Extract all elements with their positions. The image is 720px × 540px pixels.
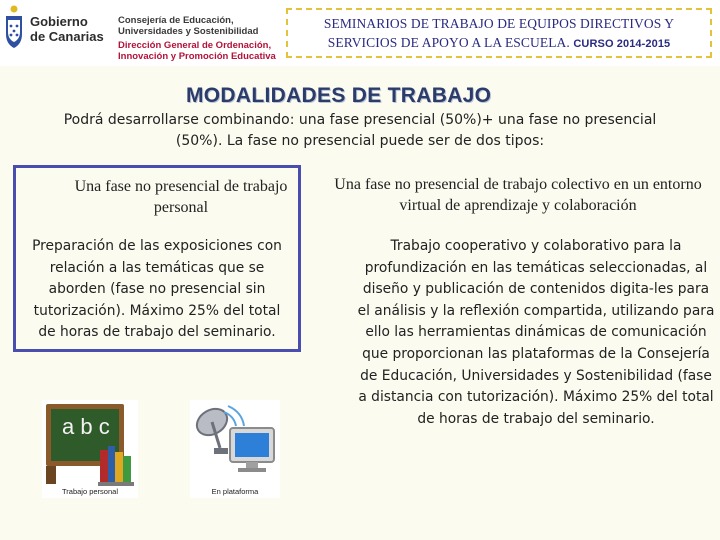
dept-line2: Universidades y Sostenibilidad (118, 25, 259, 37)
org-name-line1: Gobierno (30, 14, 88, 29)
department-name (118, 16, 258, 37)
platform-caption: En plataforma (211, 487, 259, 496)
collective-work-heading: Una fase no presencial de trabajo colectivo en un entorno virtual de aprendizaje y colaboración (334, 176, 702, 214)
personal-work-heading: Una fase no presencial de trabajo personal (74, 178, 288, 216)
seminar-line2: SERVICIOS DE APOYO A LA ESCUELA. (327, 35, 570, 50)
seminar-course: CURSO 2014-2015 (573, 38, 671, 50)
seminar-line1: SEMINARIOS DE TRABAJO DE EQUIPOS DIRECTIVOS Y (323, 16, 675, 31)
personal-work-image (42, 400, 138, 498)
directorate-name (118, 41, 276, 62)
dept-line4: Innovación y Promoción Educativa (118, 50, 276, 62)
dept-line1: Consejería de Educación, (118, 15, 234, 26)
page-title: MODALIDADES DE TRABAJO (186, 84, 492, 107)
gobierno-canarias-logo (2, 2, 108, 60)
personal-work-body: Preparación de las exposiciones con relación a las temáticas que se aborden (fase no presencial sin tutorización). Máximo 25% del total de horas de trabajo del seminario. (32, 238, 282, 340)
platform-image (190, 400, 280, 498)
personal-work-box (13, 165, 301, 352)
seminar-line2-wrap (288, 33, 710, 54)
page-header (0, 0, 720, 66)
intro-text (30, 110, 690, 152)
dept-line3: Dirección General de Ordenación, (118, 40, 272, 51)
chalkboard-books-icon (42, 400, 138, 488)
collective-work-body: Trabajo cooperativo y colaborativo para la profundización en las temáticas seleccionadas, al diseño y publicación de contenidos digita-les para el análisis y la reflexión compartida, utilizando para ello las herramientas dinámicas de comunicación que proporcionan las plataformas de la Consejería de Educación, Universidades y Sostenibilidad (fase a distancia con tutorización). Máximo 25% del total de horas de trabajo del seminario. (357, 238, 715, 427)
satellite-computer-icon (190, 400, 280, 486)
board-text: a b c (62, 414, 110, 439)
org-name-line2: de Canarias (30, 29, 104, 44)
canarias-emblem-icon (2, 4, 26, 52)
personal-work-caption: Trabajo personal (61, 487, 118, 496)
intro-line2: (50%). La fase no presencial puede ser de dos tipos: (175, 133, 545, 149)
seminar-title-box (286, 8, 712, 58)
intro-line1: Podrá desarrollarse combinando: una fase presencial (50%)+ una fase no presencial (63, 112, 657, 128)
